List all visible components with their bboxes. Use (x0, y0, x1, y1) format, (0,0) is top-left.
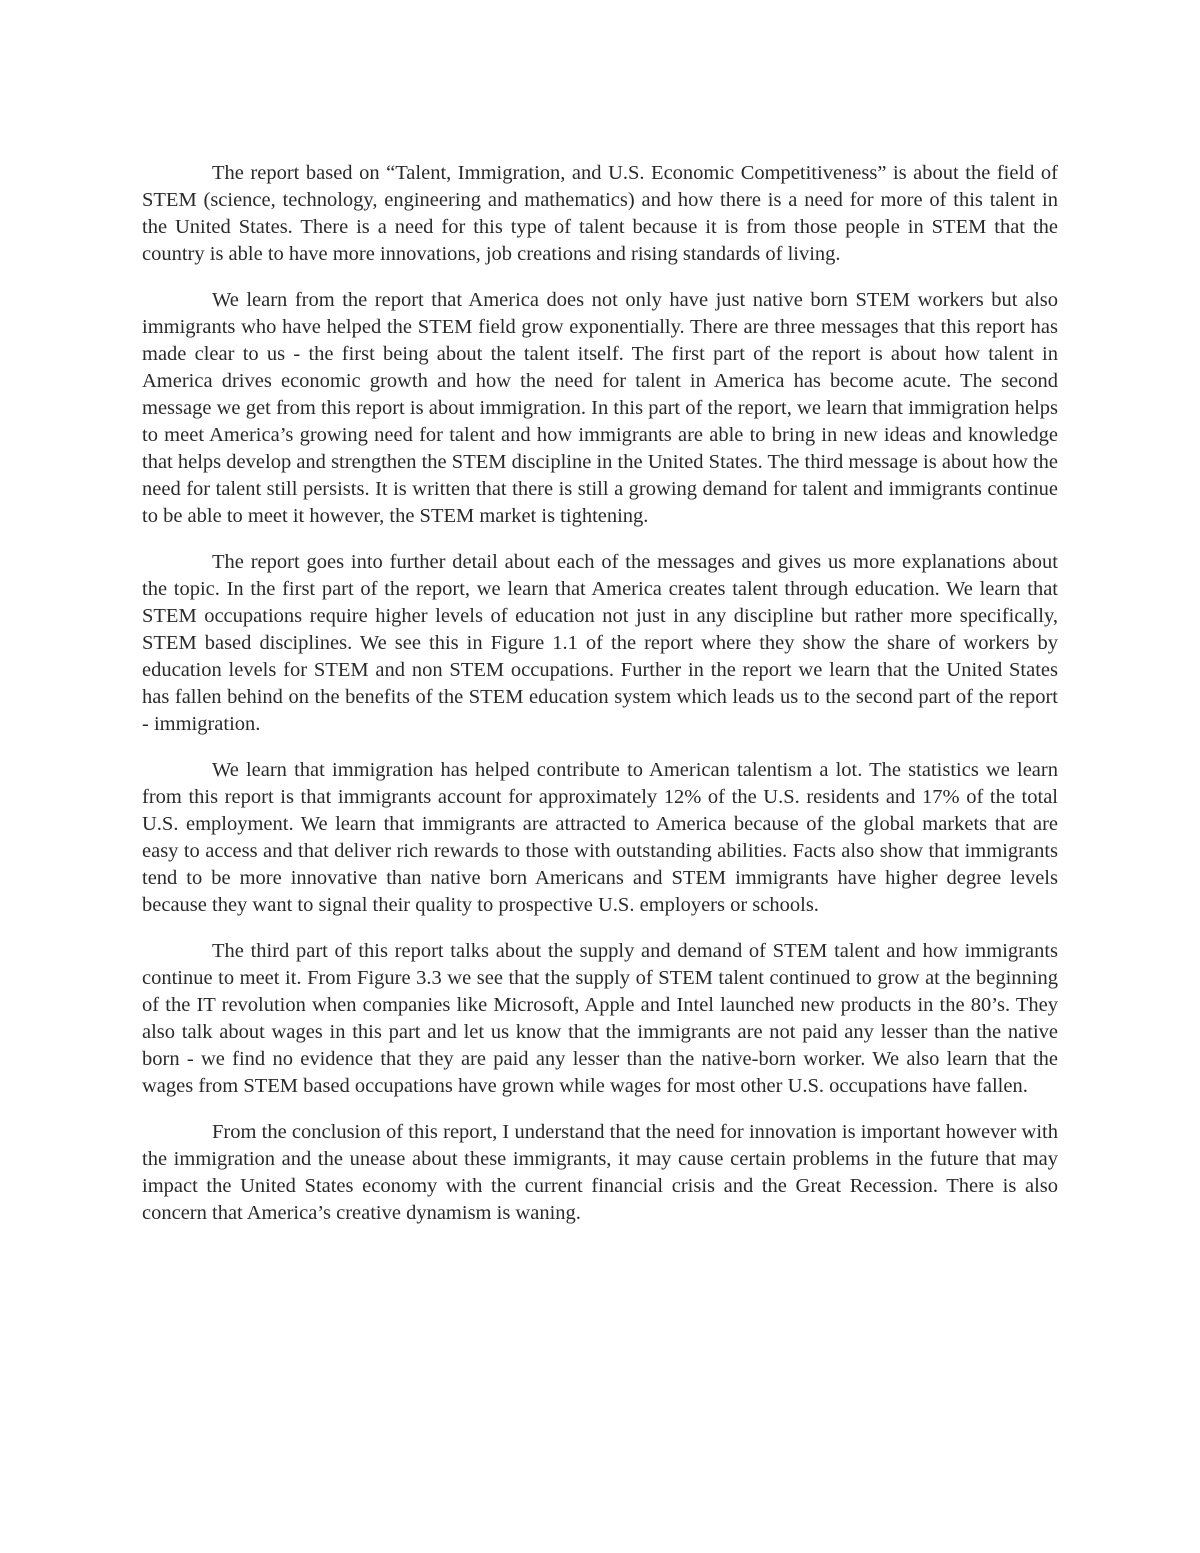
paragraph-conclusion: From the conclusion of this report, I understand that the need for innovation is important however with the immigration and the unease about these immigrants, it may cause certain problems in the future that may impact the United States economy with the current financial crisis and the Great Recession. There is also concern that America’s creative dynamism is waning. (142, 1121, 1058, 1224)
paragraph-introduction: The report based on “Talent, Immigration, and U.S. Economic Competitiveness” is about the field of STEM (science, technology, engineering and mathematics) and how there is a need for more of this talent in the United States. There is a need for this type of talent because it is from those people in STEM that the country is able to have more innovations, job creations and rising standards of living. (142, 162, 1058, 265)
paragraph-education: The report goes into further detail about each of the messages and gives us more explanations about the topic. In the first part of the report, we learn that America creates talent through education. We learn that STEM occupations require higher levels of education not just in any discipline but rather more specifically, STEM based disciplines. We see this in Figure 1.1 of the report where they show the share of workers by education levels for STEM and non STEM occupations. Further in the report we learn that the United States has fallen behind on the benefits of the STEM education system which leads us to the second part of the report - immigration. (142, 551, 1058, 735)
paragraph-supply-demand: The third part of this report talks about the supply and demand of STEM talent and how immigrants continue to meet it. From Figure 3.3 we see that the supply of STEM talent continued to grow at the beginning of the IT revolution when companies like Microsoft, Apple and Intel launched new products in the 80’s. They also talk about wages in this part and let us know that the immigrants are not paid any lesser than the native born - we find no evidence that they are paid any lesser than the native-born worker. We also learn that the wages from STEM based occupations have grown while wages for most other U.S. occupations have fallen. (142, 940, 1058, 1097)
paragraph-immigration: We learn that immigration has helped contribute to American talentism a lot. The statistics we learn from this report is that immigrants account for approximately 12% of the U.S. residents and 17% of the total U.S. employment. We learn that immigrants are attracted to America because of the global markets that are easy to access and that deliver rich rewards to those with outstanding abilities. Facts also show that immigrants tend to be more innovative than native born Americans and STEM immigrants have higher degree levels because they want to signal their quality to prospective U.S. employers or schools. (142, 759, 1058, 916)
paragraph-three-messages: We learn from the report that America does not only have just native born STEM workers but also immigrants who have helped the STEM field grow exponentially. There are three messages that this report has made clear to us - the first being about the talent itself. The first part of the report is about how talent in America drives economic growth and how the need for talent in America has become acute. The second message we get from this report is about immigration. In this part of the report, we learn that immigration helps to meet America’s growing need for talent and how immigrants are able to bring in new ideas and knowledge that helps develop and strengthen the STEM discipline in the United States. The third message is about how the need for talent still persists. It is written that there is still a growing demand for talent and immigrants continue to be able to meet it however, the STEM market is tightening. (142, 289, 1058, 527)
document-body (142, 160, 1058, 1227)
